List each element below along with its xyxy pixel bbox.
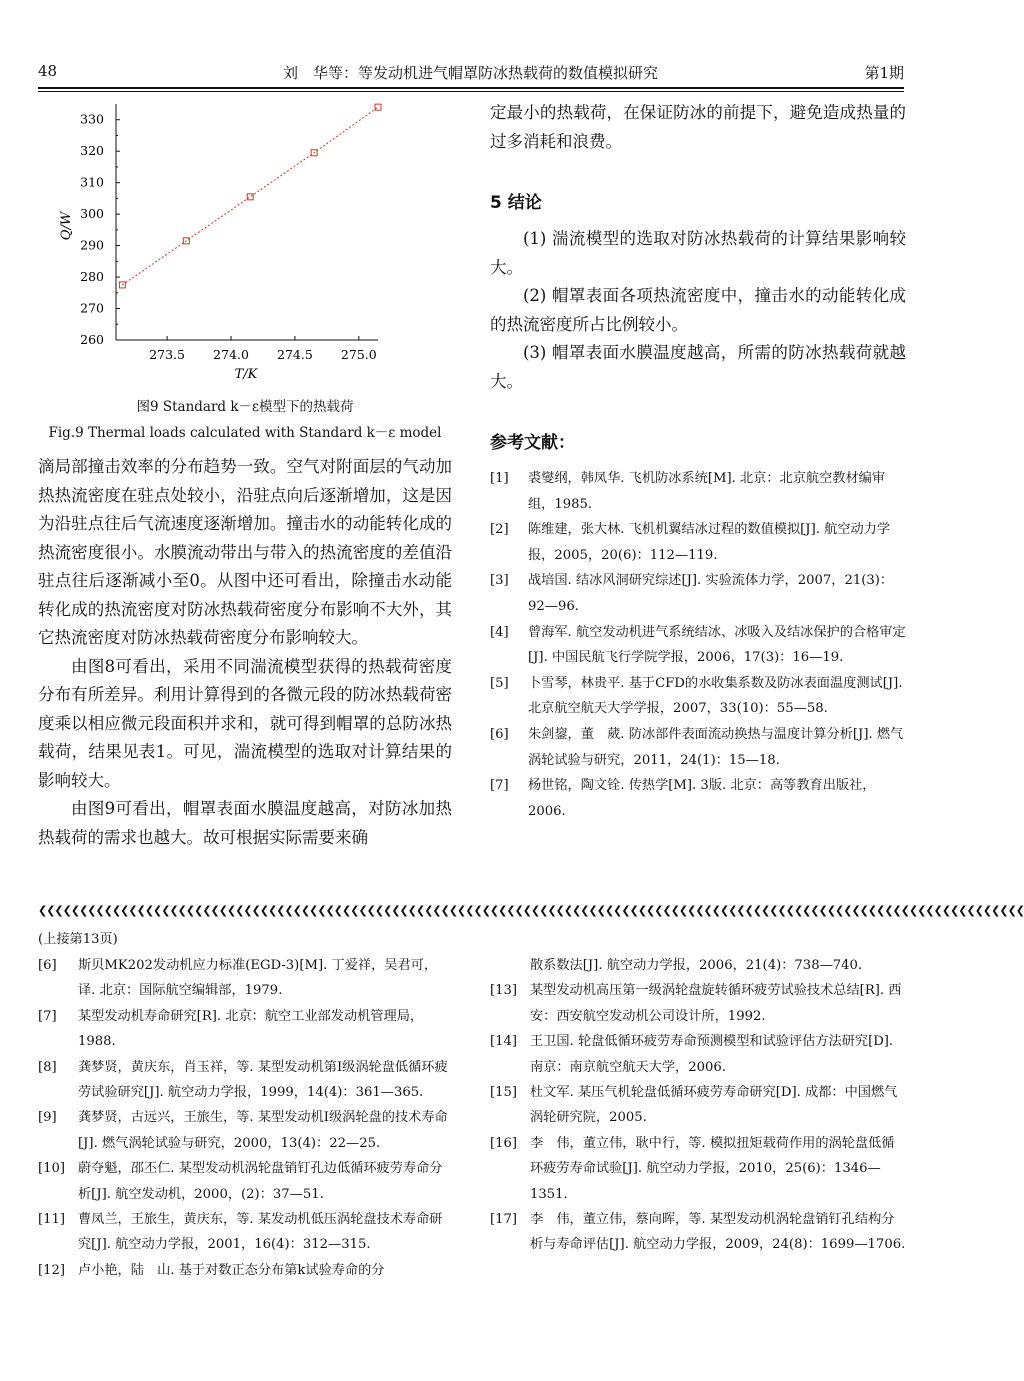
page-number: 48 [38,62,58,80]
y-tick-label: 260 [80,332,104,347]
reference-item: [7] 杨世铭，陶文铨. 传热学[M]. 3版. 北京：高等教育出版社，2006. [490,778,876,819]
reference-item: [1] 裘燮纲，韩凤华. 飞机防冰系统[M]. 北京：北京航空教材编审组，1985. [490,471,886,512]
left-column [38,453,452,852]
body-paragraph: 由图8可看出，采用不同湍流模型获得的热载荷密度分布有所差异。利用计算得到的各微元段的防冰热载荷密度乘以相应微元段面积并求和，就可得到帽罩的总防冰热载荷，结果见表1。可见，湍流模型的选取对计算结果的影响较大。 [38,656,452,790]
reference-item: [13] 某型发动机高压第一级涡轮盘旋转循环疲劳试验技术总结[R]. 西安：西安航空发动机公司设计所，1992. [490,983,902,1024]
figure-caption-en: Fig.9 Thermal loads calculated with Standard k－ε model [48,425,442,441]
conclusions [490,225,906,396]
reference-item: [17] 李 伟，董立伟，蔡向晖，等. 某型发动机涡轮盘销钉孔结构分析与寿命评估[J]. 航空动力学报，2009，24(8)：1699—1706. [490,1212,906,1253]
figure-9-chart [40,96,460,386]
reference-item: [4] 曾海军. 航空发动机进气系统结冰、冰吸入及结冰保护的合格审定[J]. 中国民航飞行学院学报，2006，17(3)：16—19. [490,624,906,666]
x-axis-label: T/K [234,367,258,382]
x-tick-label: 273.5 [149,347,186,362]
section-title-conclusions: 5 结论 [490,193,542,213]
body-paragraph: 滴局部撞击效率的分布趋势一致。空气对附面层的气动加热热流密度在驻点处较小，沿驻点向后逐渐增加，这是因为沿驻点往后气流速度逐渐增加。撞击水的动能转化成的热流密度很小。水膜流动带出与带入的热流密度的差值沿驻点往后逐渐减小至0。从图中还可看出，除撞击水动能转化成的热流密度对防冰热载荷密度分布影响不大外，其它热流密度对防冰热载荷密度分布影响较大。 [38,457,452,647]
reference-item: [7] 某型发动机寿命研究[R]. 北京：航空工业部发动机管理局，1988. [38,1008,424,1050]
section-separator: ❮❮❮❮❮❮❮❮❮❮❮❮❮❮❮❮❮❮❮❮❮❮❮❮❮❮❮❮❮❮❮❮❮❮❮❮❮❮❮❮❮❮❮❮❮❮❮❮❮❮❮❮❮❮❮❮❮❮❮❮❮❮❮❮❮❮❮❮❮❮❮❮❮❮❮❮❮❮❮❮❮❮❮❮❮❮❮❮❮❮❮❮❮❮❮❮❮❮❮❮❮❮❮❮❮❮❮❮❮❮❮❮❮❮❮❮❮❮❮❮ [38,904,1024,917]
body-paragraph: 由图9可看出，帽罩表面水膜温度越高，对防冰加热热载荷的需求也越大。故可根据实际需要来确 [38,799,452,847]
reference-item: [2] 陈维建，张大林. 飞机机翼结冰过程的数值模拟[J]. 航空动力学报，2005，20(6)：112—119. [490,522,891,563]
reference-item-continuation: 散系数法[J]. 航空动力学报，2006，21(4)：738—740. [530,958,863,973]
reference-item: [15] 杜文军. 某压气机轮盘低循环疲劳寿命研究[D]. 成都：中国燃气涡轮研究院，2005. [490,1085,898,1126]
reference-item: [10] 蔚夺魁，邵丕仁. 某型发动机涡轮盘销钉孔边低循环疲劳寿命分析[J]. 航空发动机，2000，(2)：37—51. [38,1161,443,1202]
conclusion-item: (3) 帽罩表面水膜温度越高，所需的防冰热载荷就越大。 [490,343,906,391]
body-paragraph: 定最小的热载荷，在保证防冰的前提下，避免造成热量的过多消耗和浪费。 [490,103,906,151]
reference-item: [12] 卢小艳，陆 山. 基于对数正态分布第k试验寿命的分 [38,1262,385,1278]
continued-note: (上接第13页) [38,932,118,947]
y-tick-label: 310 [80,174,104,190]
y-tick-label: 330 [80,111,104,127]
reference-item: [16] 李 伟，董立伟，耿中行，等. 模拟扭矩载荷作用的涡轮盘低循环疲劳寿命试验[J]. 航空动力学报，2010，25(6)：1346—1351. [490,1135,895,1202]
reference-item: [6] 斯贝MK202发动机应力标准(EGD-3)[M]. 丁爱祥，吴君可，译. 北京：国际航空编辑部，1979. [38,958,438,999]
x-tick-label: 274.0 [213,347,249,362]
header-rule-thin [38,91,904,92]
reference-list [490,466,906,824]
data-point [119,282,125,288]
reference-item: [8] 龚梦贤，黄庆东，肖玉祥，等. 某型发动机第Ⅰ级涡轮盘低循环疲劳试验研究[J]. 航空动力学报，1999，14(4)：361—365. [38,1059,448,1101]
right-column-top [490,99,906,156]
reference-item: [5] 卜雪琴，林贵平. 基于CFD的水收集系数及防冰表面温度测试[J]. 北京航空航天大学学报，2007，33(10)：55—58. [490,675,903,717]
reference-item: [14] 王卫国. 轮盘低循环疲劳寿命预测模型和试验评估方法研究[D]. 南京：南京航空航天大学，2006. [490,1034,894,1075]
chart-series [119,104,381,288]
running-title: 刘 华等：等发动机进气帽罩防冰热载荷的数值模拟研究 [282,64,658,82]
reference-item: [6] 朱剑鋆，董 葳. 防冰部件表面流动换热与温度计算分析[J]. 燃气涡轮试验与研究，2011，24(1)：15—18. [490,726,904,768]
chart-ticks [80,112,377,362]
header-rule [38,87,904,89]
issue-label: 第1期 [864,64,904,82]
conclusion-item: (1) 湍流模型的选取对防冰热载荷的计算结果影响较大。 [490,229,906,277]
reference-item: [9] 龚梦贤，古远兴，王旅生，等. 某型发动机Ⅰ级涡轮盘的技术寿命[J]. 燃气涡轮试验与研究，2000，13(4)：22—25. [38,1110,448,1151]
reference-item: [3] 战培国. 结冰风洞研究综述[J]. 实验流体力学，2007，21(3)：92—96. [490,573,894,614]
x-tick-label: 274.5 [277,347,313,362]
references-title: 参考文献： [490,433,575,453]
conclusion-item: (2) 帽罩表面各项热流密度中，撞击水的动能转化成的热流密度所占比例较小。 [490,286,906,334]
x-tick-label: 275.0 [340,347,377,362]
y-tick-label: 280 [80,269,104,285]
data-point [247,194,253,200]
y-axis-label: Q/W [59,211,74,241]
y-tick-label: 270 [80,300,104,316]
reference-item: [11] 曹凤兰，王旅生，黄庆东，等. 某发动机低压涡轮盘技术寿命研究[J]. 航空动力学报，2001，16(4)：312—315. [38,1212,443,1253]
y-tick-label: 290 [80,237,104,253]
y-tick-label: 300 [80,206,104,222]
y-tick-label: 320 [80,143,104,159]
figure-caption-cn: 图9 Standard k－ε模型下的热载荷 [136,399,354,415]
reference-list-continued-right [490,953,906,1258]
series-line [122,107,378,285]
chart-axes [116,104,378,340]
reference-list-continued-left [38,953,454,1283]
